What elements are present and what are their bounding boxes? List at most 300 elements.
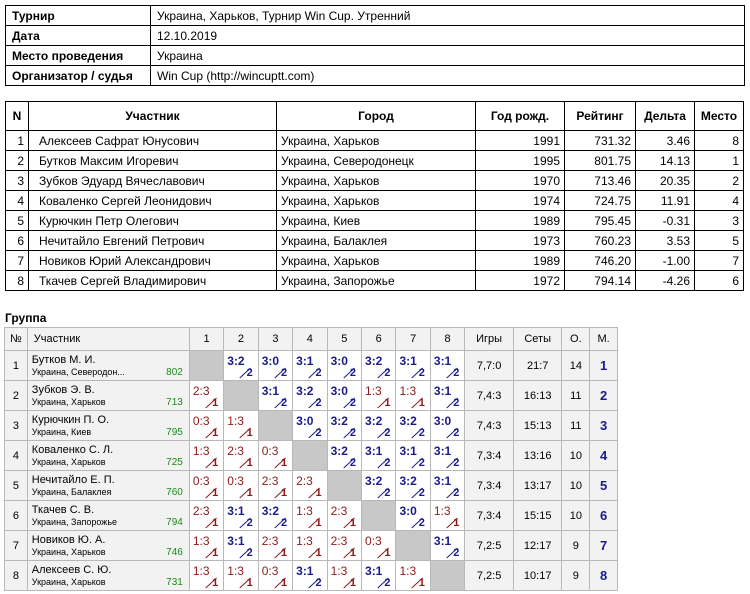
match-points: 2 [384, 577, 391, 589]
match-score: 3:2 [227, 354, 245, 368]
match-score: 1:3 [399, 564, 417, 578]
participant-row [6, 171, 744, 191]
grid-header-games: Игры [465, 328, 514, 351]
info-key: Дата [6, 26, 151, 46]
grid-games: 7,2:5 [465, 561, 514, 591]
info-value: Украина, Харьков, Турнир Win Cup. Утренний [151, 6, 745, 26]
participant-row [6, 131, 744, 151]
match-points: 2 [281, 517, 288, 529]
grid-points: 14 [562, 351, 590, 381]
match-score: 3:2 [399, 474, 417, 488]
grid-result-cell [362, 381, 396, 411]
grid-result-cell [430, 441, 464, 471]
match-score: 3:2 [261, 504, 280, 518]
participant-row [6, 251, 744, 271]
match-points: 2 [384, 427, 391, 439]
match-points: 1 [281, 487, 288, 499]
grid-result-cell [293, 501, 327, 531]
grid-result-cell [327, 531, 361, 561]
participant-cell: 1970 [476, 171, 565, 191]
grid-result-cell [362, 351, 396, 381]
match-points: 2 [453, 367, 460, 379]
match-score: 3:1 [296, 564, 314, 578]
participant-cell: 11.91 [636, 191, 695, 211]
participant-cell: 760.23 [565, 231, 636, 251]
match-score: 3:2 [330, 414, 348, 428]
match-points: 1 [281, 577, 288, 589]
info-row [6, 66, 745, 86]
match-points: 2 [453, 427, 460, 439]
participant-row [6, 191, 744, 211]
participant-cell: 1973 [476, 231, 565, 251]
grid-result-cell [189, 411, 223, 441]
grid-result-cell [224, 531, 258, 561]
grid-result-cell [293, 381, 327, 411]
grid-header-col: 8 [430, 328, 464, 351]
grid-row [5, 441, 618, 471]
match-points: 1 [349, 517, 357, 529]
grid-result-cell [258, 531, 292, 561]
participants-table [5, 101, 744, 291]
grid-result-cell [293, 561, 327, 591]
grid-points: 9 [562, 561, 590, 591]
participant-cell: 20.35 [636, 171, 695, 191]
grid-place: 7 [590, 531, 618, 561]
match-points: 2 [453, 397, 460, 409]
participant-cell: Украина, Балаклея [277, 231, 476, 251]
grid-result-cell [327, 441, 361, 471]
grid-self-cell [396, 531, 430, 561]
participant-cell: Украина, Северодонецк [277, 151, 476, 171]
grid-result-cell [396, 381, 430, 411]
match-points: 1 [246, 487, 253, 499]
grid-row-number: 6 [5, 501, 28, 531]
grid-result-cell [362, 471, 396, 501]
participant-cell: 4 [695, 191, 744, 211]
grid-result-cell [224, 411, 258, 441]
participants-header: Год рожд. [476, 102, 565, 131]
grid-games: 7,3:4 [465, 471, 514, 501]
match-points: 1 [212, 547, 219, 559]
match-points: 2 [246, 547, 253, 559]
participant-cell: 1 [695, 151, 744, 171]
match-points: 1 [246, 427, 253, 439]
match-points: 2 [418, 487, 425, 499]
grid-self-cell [362, 501, 396, 531]
player-city: Украина, Запорожье [31, 516, 118, 527]
participants-header: Дельта [636, 102, 695, 131]
grid-place: 2 [590, 381, 618, 411]
match-points: 2 [246, 517, 253, 529]
grid-sets: 15:15 [513, 501, 562, 531]
match-points: 1 [315, 547, 322, 559]
match-points: 1 [212, 427, 219, 439]
match-score: 1:3 [227, 414, 244, 428]
player-name: Ткачев С. В. [31, 503, 95, 516]
participant-row [6, 211, 744, 231]
info-key: Место проведения [6, 46, 151, 66]
grid-result-cell [258, 351, 292, 381]
info-value: 12.10.2019 [151, 26, 745, 46]
grid-self-cell [293, 441, 327, 471]
grid-header-number: № [5, 328, 28, 351]
match-score: 3:1 [433, 534, 452, 548]
match-points: 1 [212, 397, 219, 409]
match-points: 2 [453, 547, 460, 559]
grid-result-cell [189, 531, 223, 561]
grid-result-cell [224, 441, 258, 471]
grid-points: 10 [562, 501, 590, 531]
participant-cell: 5 [6, 211, 29, 231]
grid-result-cell [258, 471, 292, 501]
match-score: 3:1 [433, 384, 452, 398]
grid-games: 7,7:0 [465, 351, 514, 381]
grid-result-cell [189, 501, 223, 531]
grid-result-cell [327, 351, 361, 381]
participants-header: Рейтинг [565, 102, 636, 131]
info-key: Организатор / судья [6, 66, 151, 86]
grid-sets: 21:7 [513, 351, 562, 381]
match-points: 1 [418, 577, 425, 589]
match-points: 2 [315, 367, 322, 379]
participant-cell: 795.45 [565, 211, 636, 231]
match-points: 2 [384, 457, 391, 469]
grid-result-cell [430, 531, 464, 561]
match-score: 1:3 [227, 564, 244, 578]
player-name: Алексеев С. Ю. [31, 563, 112, 576]
player-rating: 746 [166, 547, 183, 558]
grid-result-cell [224, 501, 258, 531]
grid-header-col: 6 [362, 328, 396, 351]
match-score: 3:1 [227, 534, 245, 548]
grid-result-cell [362, 531, 396, 561]
match-score: 0:3 [192, 414, 210, 428]
match-score: 3:1 [399, 354, 417, 368]
participant-cell: 746.20 [565, 251, 636, 271]
grid-row-number: 5 [5, 471, 28, 501]
match-points: 1 [246, 457, 253, 469]
grid-header-col: 5 [327, 328, 361, 351]
match-points: 1 [384, 547, 391, 559]
grid-sets: 10:17 [513, 561, 562, 591]
grid-result-cell [224, 471, 258, 501]
match-score: 2:3 [330, 534, 348, 548]
grid-player-cell [27, 351, 189, 381]
match-score: 3:1 [365, 444, 383, 458]
participants-header: Место [695, 102, 744, 131]
match-points: 1 [246, 577, 253, 589]
grid-points: 10 [562, 471, 590, 501]
match-points: 2 [315, 577, 322, 589]
participant-cell: -0.31 [636, 211, 695, 231]
match-points: 2 [315, 427, 322, 439]
participants-header: N [6, 102, 29, 131]
grid-place: 6 [590, 501, 618, 531]
grid-result-cell [362, 561, 396, 591]
participants-header: Город [277, 102, 476, 131]
match-points: 2 [384, 367, 391, 379]
group-title: Группа [5, 311, 47, 325]
participant-cell: Коваленко Сергей Леонидович [29, 191, 277, 211]
match-points: 2 [349, 367, 357, 379]
participant-cell: 4 [6, 191, 29, 211]
info-key: Турнир [6, 6, 151, 26]
match-points: 1 [315, 487, 322, 499]
match-score: 3:0 [330, 384, 348, 398]
match-points: 2 [281, 397, 288, 409]
participant-cell: 1991 [476, 131, 565, 151]
grid-header-col: 7 [396, 328, 430, 351]
grid-games: 7,3:4 [465, 441, 514, 471]
participant-cell: 8 [6, 271, 29, 291]
grid-row-number: 8 [5, 561, 28, 591]
grid-result-cell [189, 381, 223, 411]
match-score: 3:0 [261, 354, 280, 368]
participant-cell: 7 [6, 251, 29, 271]
match-points: 2 [315, 397, 322, 409]
participant-cell: Украина, Харьков [277, 251, 476, 271]
grid-result-cell [258, 441, 292, 471]
grid-row-number: 4 [5, 441, 28, 471]
participant-cell: Украина, Киев [277, 211, 476, 231]
grid-player-cell [27, 471, 189, 501]
match-score: 3:2 [330, 444, 348, 458]
player-city: Украина, Харьков [31, 576, 106, 587]
grid-header-col: 2 [224, 328, 258, 351]
grid-games: 7,4:3 [465, 411, 514, 441]
grid-result-cell [396, 501, 430, 531]
match-score: 3:2 [296, 384, 314, 398]
grid-result-cell [258, 561, 292, 591]
match-score: 3:1 [227, 504, 245, 518]
participant-cell: 801.75 [565, 151, 636, 171]
match-points: 1 [281, 547, 288, 559]
match-score: 2:3 [192, 504, 210, 518]
match-score: 0:3 [227, 474, 244, 488]
player-city: Украина, Харьков [31, 546, 106, 557]
match-points: 2 [281, 367, 288, 379]
grid-result-cell [430, 381, 464, 411]
player-name: Бутков М. И. [31, 353, 96, 366]
participant-cell: 3 [695, 211, 744, 231]
match-score: 2:3 [227, 444, 244, 458]
participant-cell: 1 [6, 131, 29, 151]
participant-cell: 3.53 [636, 231, 695, 251]
participant-cell: Украина, Запорожье [277, 271, 476, 291]
participant-cell: Бутков Максим Игоревич [29, 151, 277, 171]
match-score: 3:1 [433, 354, 452, 368]
player-name: Зубков Э. В. [31, 383, 95, 396]
grid-points: 10 [562, 441, 590, 471]
grid-header-col: 1 [189, 328, 223, 351]
match-score: 3:0 [296, 414, 314, 428]
match-score: 1:3 [399, 384, 417, 398]
grid-points: 9 [562, 531, 590, 561]
match-score: 0:3 [192, 474, 210, 488]
grid-result-cell [430, 351, 464, 381]
match-points: 2 [453, 457, 460, 469]
match-score: 3:0 [330, 354, 348, 368]
grid-result-cell [430, 501, 464, 531]
participant-cell: Ткачев Сергей Владимирович [29, 271, 277, 291]
participant-row [6, 231, 744, 251]
match-score: 2:3 [261, 474, 279, 488]
player-name: Коваленко С. Л. [31, 443, 114, 456]
grid-result-cell [293, 411, 327, 441]
match-points: 1 [384, 397, 391, 409]
tournament-info-table [5, 5, 745, 86]
grid-result-cell [396, 441, 430, 471]
grid-player-cell [27, 501, 189, 531]
match-points: 1 [212, 517, 219, 529]
grid-header-points: О. [562, 328, 590, 351]
participant-cell: Курючкин Петр Олегович [29, 211, 277, 231]
grid-points: 11 [562, 411, 590, 441]
player-rating: 731 [166, 577, 183, 588]
grid-header-col: 3 [258, 328, 292, 351]
match-score: 1:3 [296, 504, 313, 518]
match-score: 3:1 [261, 384, 280, 398]
participant-cell: -4.26 [636, 271, 695, 291]
match-points: 2 [246, 367, 253, 379]
player-city: Украина, Северодон... [31, 366, 125, 377]
grid-place: 8 [590, 561, 618, 591]
match-score: 3:2 [365, 474, 383, 488]
match-score: 2:3 [261, 534, 279, 548]
grid-result-cell [258, 501, 292, 531]
grid-place: 4 [590, 441, 618, 471]
participant-cell: 2 [6, 151, 29, 171]
participant-cell: 724.75 [565, 191, 636, 211]
grid-result-cell [293, 351, 327, 381]
grid-result-cell [327, 411, 361, 441]
player-rating: 795 [166, 427, 183, 438]
participant-cell: 1989 [476, 251, 565, 271]
match-score: 1:3 [365, 384, 382, 398]
grid-player-cell [27, 441, 189, 471]
participant-cell: 731.32 [565, 131, 636, 151]
grid-result-cell [293, 531, 327, 561]
participant-cell: 14.13 [636, 151, 695, 171]
participant-row [6, 151, 744, 171]
player-city: Украина, Киев [31, 426, 92, 437]
match-score: 1:3 [192, 444, 210, 458]
match-score: 3:2 [365, 354, 383, 368]
grid-player-cell [27, 531, 189, 561]
participant-cell: 5 [695, 231, 744, 251]
grid-row-number: 7 [5, 531, 28, 561]
match-points: 1 [349, 577, 357, 589]
grid-row-number: 3 [5, 411, 28, 441]
match-points: 2 [418, 517, 425, 529]
grid-result-cell [396, 351, 430, 381]
grid-player-cell [27, 561, 189, 591]
grid-self-cell [430, 561, 464, 591]
player-city: Украина, Харьков [31, 456, 106, 467]
grid-place: 5 [590, 471, 618, 501]
grid-result-cell [430, 471, 464, 501]
grid-header-place: М. [590, 328, 618, 351]
grid-result-cell [224, 561, 258, 591]
grid-row [5, 381, 618, 411]
player-city: Украина, Харьков [31, 396, 106, 407]
grid-header-player: Участник [27, 328, 189, 351]
participant-cell: Алексеев Сафрат Юнусович [29, 131, 277, 151]
match-score: 3:1 [433, 474, 452, 488]
grid-games: 7,2:5 [465, 531, 514, 561]
grid-row [5, 351, 618, 381]
match-score: 3:1 [433, 444, 452, 458]
match-points: 2 [418, 427, 425, 439]
match-score: 3:1 [296, 354, 314, 368]
match-points: 1 [212, 457, 219, 469]
grid-row [5, 501, 618, 531]
grid-row [5, 561, 618, 591]
participant-cell: 794.14 [565, 271, 636, 291]
grid-result-cell [396, 561, 430, 591]
match-score: 0:3 [365, 534, 382, 548]
match-score: 3:0 [433, 414, 452, 428]
participant-cell: Украина, Харьков [277, 131, 476, 151]
match-score: 3:0 [399, 504, 417, 518]
participant-row [6, 271, 744, 291]
grid-result-cell [258, 381, 292, 411]
match-score: 3:1 [399, 444, 417, 458]
player-rating: 760 [166, 487, 183, 498]
match-points: 1 [212, 487, 219, 499]
player-rating: 713 [166, 397, 183, 408]
info-row [6, 46, 745, 66]
player-name: Нечитайло Е. П. [31, 473, 115, 486]
participant-cell: 1995 [476, 151, 565, 171]
info-value: Win Cup (http://wincuptt.com) [151, 66, 745, 86]
match-points: 2 [418, 457, 425, 469]
participant-cell: Украина, Харьков [277, 191, 476, 211]
match-points: 1 [418, 397, 425, 409]
match-points: 1 [281, 457, 288, 469]
grid-games: 7,3:4 [465, 501, 514, 531]
match-points: 2 [384, 487, 391, 499]
player-rating: 794 [166, 517, 183, 528]
match-score: 0:3 [261, 564, 279, 578]
match-points: 2 [349, 427, 357, 439]
grid-row [5, 471, 618, 501]
participant-cell: Новиков Юрий Александрович [29, 251, 277, 271]
grid-result-cell [189, 561, 223, 591]
match-score: 2:3 [330, 504, 348, 518]
grid-result-cell [189, 441, 223, 471]
grid-header-sets: Сеты [513, 328, 562, 351]
grid-result-cell [327, 381, 361, 411]
match-score: 1:3 [296, 534, 313, 548]
participant-cell: -1.00 [636, 251, 695, 271]
grid-result-cell [293, 471, 327, 501]
player-name: Курючкин П. О. [31, 413, 110, 426]
participant-cell: 3 [6, 171, 29, 191]
participant-cell: 8 [695, 131, 744, 151]
participant-cell: Зубков Эдуард Вячеславович [29, 171, 277, 191]
grid-place: 1 [590, 351, 618, 381]
info-value: Украина [151, 46, 745, 66]
grid-result-cell [327, 561, 361, 591]
match-score: 1:3 [330, 564, 348, 578]
grid-games: 7,4:3 [465, 381, 514, 411]
grid-result-cell [362, 411, 396, 441]
grid-points: 11 [562, 381, 590, 411]
grid-row [5, 411, 618, 441]
participant-cell: 1972 [476, 271, 565, 291]
player-name: Новиков Ю. А. [31, 533, 106, 546]
